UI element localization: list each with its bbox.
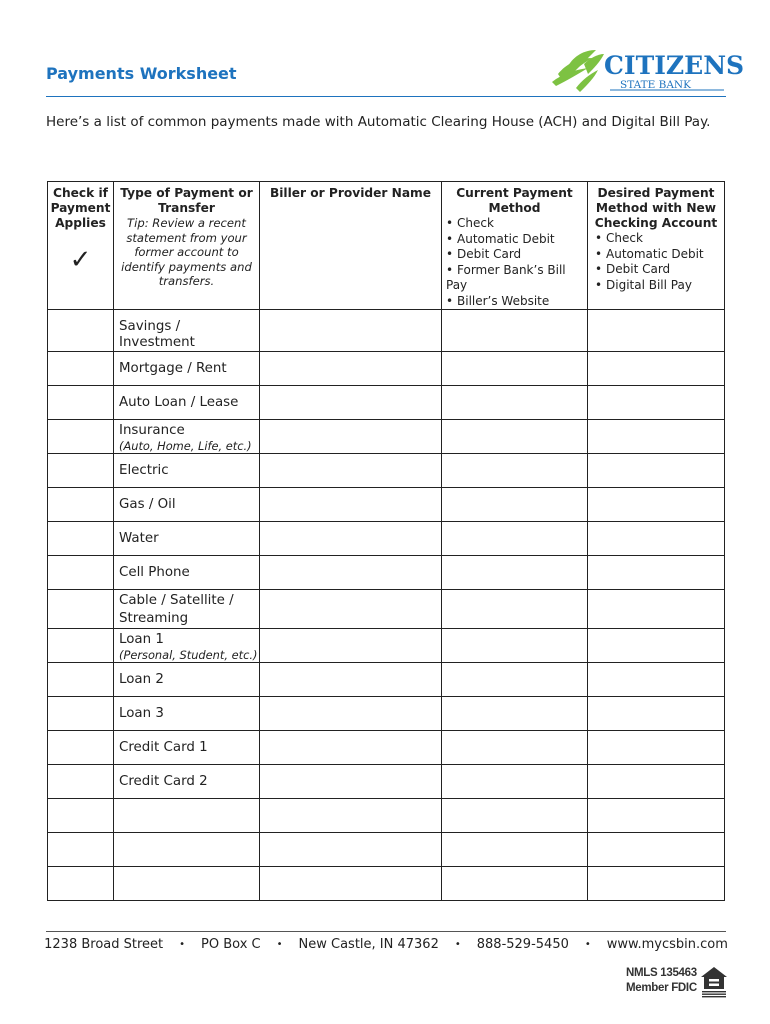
desired-method-cell[interactable] [588,386,725,420]
payment-type-label: Gas / Oil [119,497,176,512]
desired-method-cell[interactable] [588,731,725,765]
payment-method-option: • Debit Card [446,247,587,263]
payment-method-option: • Former Bank’s Bill Pay [446,263,587,294]
title-divider [46,96,726,97]
biller-cell[interactable] [260,731,442,765]
type-cell [114,522,260,556]
member-fdic: Member FDIC [626,982,697,994]
logo-subtitle: STATE BANK [620,79,691,91]
biller-cell[interactable] [260,522,442,556]
type-cell [114,454,260,488]
payment-type-label: Mortgage / Rent [119,361,227,376]
biller-cell[interactable] [260,310,442,352]
biller-cell[interactable] [260,697,442,731]
footer-separator: • [179,939,186,950]
payment-type-label: Water [119,531,159,546]
applies-cell[interactable] [48,420,114,454]
payment-type-label: Insurance [119,423,185,438]
current-method-cell[interactable] [442,590,588,629]
table-header-row [48,182,725,310]
table-row [48,799,725,833]
table-row [48,522,725,556]
applies-cell[interactable] [48,352,114,386]
applies-cell[interactable] [48,731,114,765]
applies-cell[interactable] [48,488,114,522]
type-cell [114,799,260,833]
type-cell [114,731,260,765]
footer-city: New Castle, IN 47362 [298,937,439,952]
type-cell [114,663,260,697]
footer-divider [46,931,726,932]
payment-method-option: • Automatic Debit [595,247,724,263]
type-cell [114,488,260,522]
desired-method-cell[interactable] [588,522,725,556]
current-method-cell[interactable] [442,799,588,833]
payment-type-label: Cell Phone [119,565,190,580]
page-title: Payments Worksheet [46,64,237,83]
current-method-cell[interactable] [442,765,588,799]
current-method-cell[interactable] [442,731,588,765]
biller-cell[interactable] [260,799,442,833]
current-method-cell[interactable] [442,386,588,420]
payment-type-label: Savings / Investment [119,319,195,350]
table-row [48,731,725,765]
table-row [48,765,725,799]
payment-type-note: (Auto, Home, Life, etc.) [119,439,252,453]
current-method-cell[interactable] [442,663,588,697]
payment-type-label: Credit Card 1 [119,740,208,755]
applies-cell[interactable] [48,833,114,867]
type-cell [114,386,260,420]
payment-type-note: (Personal, Student, etc.) [119,648,258,662]
current-method-cell[interactable] [442,697,588,731]
col-header-type-label: Type of Payment or Transfer [120,186,253,215]
biller-cell[interactable] [260,454,442,488]
current-method-options [442,216,587,309]
intro-text: Here’s a list of common payments made with Automatic Clearing House (ACH) and Digital Bill Pay. [46,114,711,130]
footer-separator: • [454,939,461,950]
biller-cell[interactable] [260,629,442,663]
desired-method-cell[interactable] [588,867,725,901]
payment-type-label: Auto Loan / Lease [119,395,239,410]
biller-cell[interactable] [260,765,442,799]
current-method-cell[interactable] [442,454,588,488]
desired-method-cell[interactable] [588,629,725,663]
table-row [48,590,725,629]
table-row [48,697,725,731]
col-header-biller-label: Biller or Provider Name [269,186,432,200]
footer-address: 1238 Broad Street [44,937,164,952]
table-row [48,867,725,901]
biller-cell[interactable] [260,488,442,522]
current-method-cell[interactable] [442,556,588,590]
footer-separator: • [276,939,283,950]
col-header-type [114,182,260,310]
type-cell [114,867,260,901]
biller-cell[interactable] [260,420,442,454]
applies-cell[interactable] [48,867,114,901]
footer-separator: • [584,939,591,950]
type-cell [114,833,260,867]
table-row [48,386,725,420]
desired-method-cell[interactable] [588,310,725,352]
table-row [48,488,725,522]
desired-method-options [588,231,724,293]
payment-type-label: Cable / Satellite / Streaming [119,593,234,626]
biller-cell[interactable] [260,386,442,420]
applies-cell[interactable] [48,310,114,352]
applies-cell[interactable] [48,386,114,420]
type-cell [114,352,260,386]
payment-type-label: Electric [119,463,169,478]
checkmark-icon: ✓ [69,245,92,275]
desired-method-cell[interactable] [588,556,725,590]
col-header-current [442,182,588,310]
biller-cell[interactable] [260,867,442,901]
applies-cell[interactable] [48,629,114,663]
payment-type-label: Credit Card 2 [119,774,208,789]
table-row [48,663,725,697]
palm-leaf-icon [552,50,604,92]
col-header-desired-label: Desired Payment Method with New Checking Account [594,186,718,230]
current-method-cell[interactable] [442,522,588,556]
citizens-state-bank-logo [548,44,745,96]
desired-method-cell[interactable] [588,799,725,833]
desired-method-cell[interactable] [588,420,725,454]
current-method-cell[interactable] [442,488,588,522]
applies-cell[interactable] [48,765,114,799]
applies-cell[interactable] [48,799,114,833]
col-header-current-label: Current Payment Method [456,186,573,215]
desired-method-cell[interactable] [588,663,725,697]
type-cell [114,420,260,454]
biller-cell[interactable] [260,556,442,590]
desired-method-cell[interactable] [588,765,725,799]
applies-cell[interactable] [48,590,114,629]
desired-method-cell[interactable] [588,454,725,488]
type-cell [114,310,260,352]
table-row [48,420,725,454]
payment-type-label: Loan 3 [119,706,164,721]
desired-method-cell[interactable] [588,833,725,867]
current-method-cell[interactable] [442,833,588,867]
current-method-cell[interactable] [442,352,588,386]
desired-method-cell[interactable] [588,590,725,629]
payment-method-option: • Check [446,216,587,232]
table-row [48,833,725,867]
footer-contact [46,937,726,952]
logo-wordmark: CITIZENS [604,51,745,80]
applies-cell[interactable] [48,663,114,697]
footer-po-box: PO Box C [201,937,261,952]
payments-table [47,181,725,901]
biller-cell[interactable] [260,590,442,629]
table-row [48,454,725,488]
type-cell [114,556,260,590]
biller-cell[interactable] [260,352,442,386]
payment-method-option: • Automatic Debit [446,232,587,248]
applies-cell[interactable] [48,556,114,590]
table-row [48,310,725,352]
type-cell [114,697,260,731]
applies-cell[interactable] [48,522,114,556]
col-header-type-tip: Tip: Review a recent statement from your former account to identify payments and transfers. [121,216,252,288]
desired-method-cell[interactable] [588,488,725,522]
footer-website: www.mycsbin.com [606,937,728,952]
table-row [48,352,725,386]
current-method-cell[interactable] [442,420,588,454]
applies-cell[interactable] [48,454,114,488]
col-header-biller [260,182,442,310]
footer-phone: 888-529-5450 [476,937,569,952]
payment-method-option: • Check [595,231,724,247]
biller-cell[interactable] [260,833,442,867]
desired-method-cell[interactable] [588,352,725,386]
type-cell [114,629,260,663]
regulatory-info [626,966,697,996]
equal-housing-lender-icon [700,966,728,998]
table-row [48,629,725,663]
payment-method-option: • Biller’s Website [446,294,587,310]
applies-cell[interactable] [48,697,114,731]
payments-table-body [48,310,725,901]
payment-method-option: • Debit Card [595,262,724,278]
biller-cell[interactable] [260,663,442,697]
type-cell [114,765,260,799]
col-header-applies [48,182,114,310]
type-cell [114,590,260,629]
current-method-cell[interactable] [442,867,588,901]
nmls-number: NMLS 135463 [626,967,697,979]
current-method-cell[interactable] [442,629,588,663]
table-row [48,556,725,590]
desired-method-cell[interactable] [588,697,725,731]
payment-method-option: • Digital Bill Pay [595,278,724,294]
payment-type-label: Loan 2 [119,672,164,687]
col-header-desired [588,182,725,310]
payment-type-label: Loan 1 [119,632,164,647]
current-method-cell[interactable] [442,310,588,352]
col-header-applies-label: Check if Payment Applies [50,186,111,230]
